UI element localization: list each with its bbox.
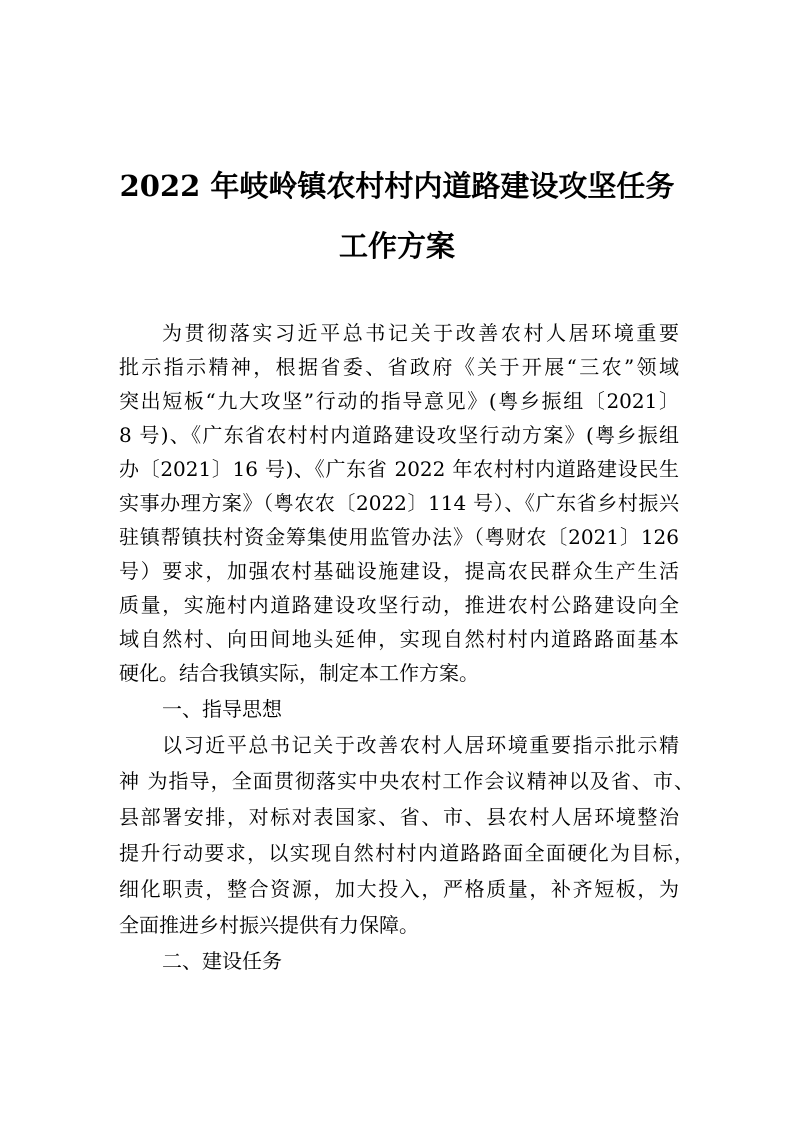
paragraph-line: 8 号)、《广东省农村村内道路建设攻坚行动方案》(粤乡振组	[119, 423, 679, 447]
section-heading-1: 一、指导思想	[162, 697, 282, 721]
section-heading-2: 二、建设任务	[162, 949, 282, 973]
paragraph-line: 硬化。结合我镇实际，制定本工作方案。	[119, 661, 479, 685]
paragraph-line: 域自然村、向田间地头延伸，实现自然村村内道路路面基本	[119, 627, 679, 651]
paragraph-line: 批示指示精神，根据省委、省政府《关于开展“三农”领域	[119, 355, 679, 379]
paragraph-line: 细化职责，整合资源，加大投入，严格质量，补齐短板，为	[119, 877, 679, 901]
paragraph-line: 号）要求，加强农村基础设施建设，提高农民群众生产生活	[119, 559, 679, 583]
paragraph-line: 全面推进乡村振兴提供有力保障。	[119, 913, 419, 937]
paragraph-line: 提升行动要求，以实现自然村村内道路路面全面硬化为目标，	[119, 841, 694, 865]
paragraph-line: 办〔2021〕16 号)、《广东省 2022 年农村村内道路建设民生	[119, 457, 679, 481]
paragraph-line: 为贯彻落实习近平总书记关于改善农村人居环境重要	[162, 321, 679, 345]
paragraph-line: 质量，实施村内道路建设攻坚行动，推进农村公路建设向全	[119, 593, 679, 617]
document-title-line-2: 工作方案	[338, 229, 455, 263]
paragraph-line: 县部署安排，对标对表国家、省、市、县农村人居环境整治	[119, 805, 679, 829]
paragraph-line: 实事办理方案》（粤农农〔2022〕114 号）、《广东省乡村振兴	[119, 491, 679, 515]
paragraph-line: 以习近平总书记关于改善农村人居环境重要指示批示精	[162, 733, 679, 757]
document-title-line-1: 2022 年岐岭镇农村村内道路建设攻坚任务	[119, 169, 675, 203]
paragraph-line: 突出短板“九大攻坚”行动的指导意见》(粤乡振组〔2021〕	[119, 389, 679, 413]
paragraph-line: 驻镇帮镇扶村资金筹集使用监管办法》（粤财农〔2021〕126	[119, 525, 679, 549]
paragraph-line: 神 为指导，全面贯彻落实中央农村工作会议精神以及省、市、	[119, 769, 694, 793]
